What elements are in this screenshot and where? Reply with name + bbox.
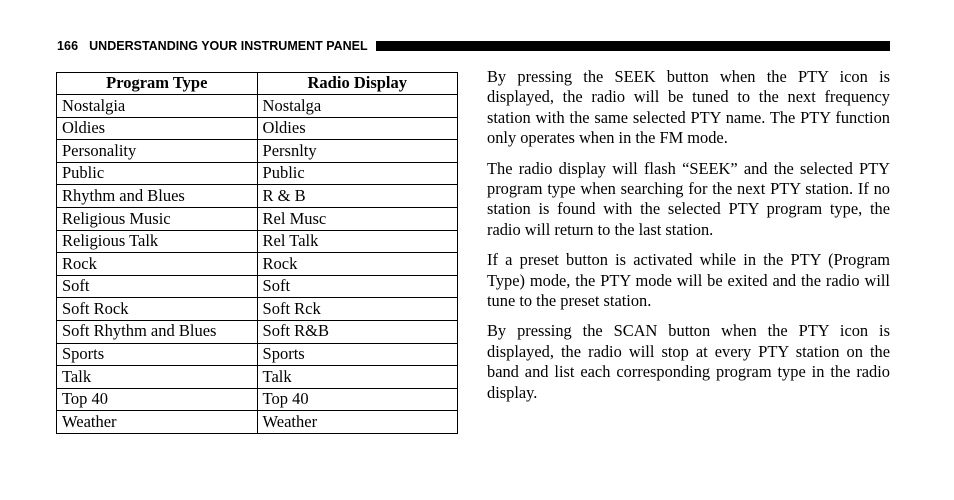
table-row bbox=[57, 207, 458, 230]
table-row bbox=[57, 388, 458, 411]
program-type-cell: Religious Music bbox=[57, 207, 258, 230]
program-type-cell: Oldies bbox=[57, 117, 258, 140]
pty-table bbox=[56, 72, 458, 434]
page-number: 166 bbox=[57, 39, 79, 53]
radio-display-cell: Talk bbox=[257, 366, 457, 389]
radio-display-cell: R & B bbox=[257, 185, 457, 208]
radio-display-cell: Soft Rck bbox=[257, 298, 457, 321]
radio-display-cell: Soft R&B bbox=[257, 320, 457, 343]
table-row bbox=[57, 366, 458, 389]
radio-display-cell: Public bbox=[257, 162, 457, 185]
radio-display-cell: Persnlty bbox=[257, 140, 457, 163]
table-row bbox=[57, 95, 458, 118]
section-title: UNDERSTANDING YOUR INSTRUMENT PANEL bbox=[89, 39, 368, 53]
radio-display-cell: Oldies bbox=[257, 117, 457, 140]
table-row bbox=[57, 411, 458, 434]
radio-display-cell: Sports bbox=[257, 343, 457, 366]
program-type-cell: Nostalgia bbox=[57, 95, 258, 118]
table-row bbox=[57, 230, 458, 253]
radio-display-cell: Weather bbox=[257, 411, 457, 434]
table-row bbox=[57, 140, 458, 163]
program-type-cell: Weather bbox=[57, 411, 258, 434]
table-row bbox=[57, 343, 458, 366]
header-rule bbox=[376, 41, 890, 51]
body-text bbox=[487, 67, 890, 413]
radio-display-cell: Nostalga bbox=[257, 95, 457, 118]
table-row bbox=[57, 275, 458, 298]
program-type-cell: Soft bbox=[57, 275, 258, 298]
column-header-radio-display: Radio Display bbox=[257, 73, 457, 95]
program-type-cell: Rock bbox=[57, 253, 258, 276]
radio-display-cell: Top 40 bbox=[257, 388, 457, 411]
paragraph-flash-seek: The radio display will flash “SEEK” and the selected PTY program type when searching for the next PTY station. If no station is found with the selected PTY program type, the radio will return to the last station. bbox=[487, 158, 890, 239]
program-type-cell: Soft Rock bbox=[57, 298, 258, 321]
table-row bbox=[57, 320, 458, 343]
program-type-cell: Personality bbox=[57, 140, 258, 163]
table-row bbox=[57, 253, 458, 276]
radio-display-cell: Rel Musc bbox=[257, 207, 457, 230]
program-type-cell: Talk bbox=[57, 366, 258, 389]
program-type-cell: Soft Rhythm and Blues bbox=[57, 320, 258, 343]
radio-display-cell: Rock bbox=[257, 253, 457, 276]
page-header bbox=[57, 37, 890, 55]
table-header-row bbox=[57, 73, 458, 95]
table-row bbox=[57, 162, 458, 185]
paragraph-scan: By pressing the SCAN button when the PTY icon is displayed, the radio will stop at every PTY station on the band and list each corresponding program type in the radio display. bbox=[487, 321, 890, 402]
table-row bbox=[57, 185, 458, 208]
program-type-cell: Top 40 bbox=[57, 388, 258, 411]
program-type-cell: Public bbox=[57, 162, 258, 185]
program-type-cell: Religious Talk bbox=[57, 230, 258, 253]
table-row bbox=[57, 117, 458, 140]
radio-display-cell: Soft bbox=[257, 275, 457, 298]
paragraph-seek: By pressing the SEEK button when the PTY icon is displayed, the radio will be tuned to the next frequency station with the same selected PTY name. The PTY function only operates when in the FM mode. bbox=[487, 67, 890, 148]
program-type-cell: Sports bbox=[57, 343, 258, 366]
table-row bbox=[57, 298, 458, 321]
paragraph-preset: If a preset button is activated while in the PTY (Program Type) mode, the PTY mode will be exited and the radio will tune to the preset station. bbox=[487, 250, 890, 311]
column-header-program-type: Program Type bbox=[57, 73, 258, 95]
radio-display-cell: Rel Talk bbox=[257, 230, 457, 253]
program-type-cell: Rhythm and Blues bbox=[57, 185, 258, 208]
